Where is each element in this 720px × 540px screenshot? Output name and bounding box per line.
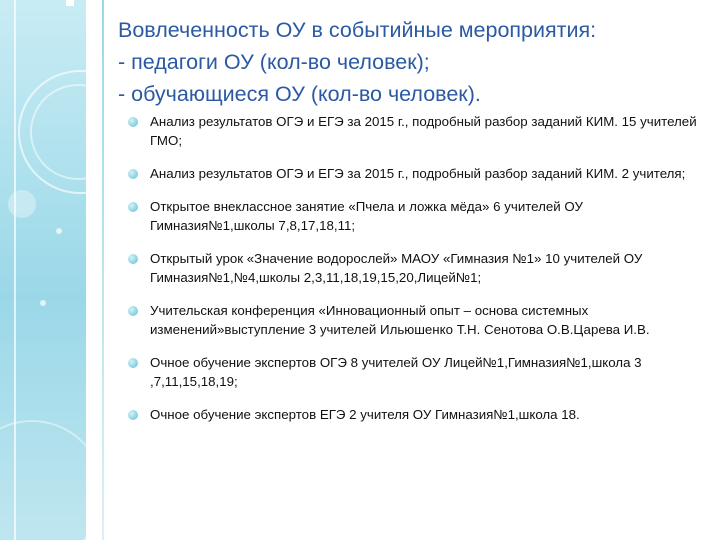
decorative-dot: [56, 228, 62, 234]
list-item: [128, 249, 708, 287]
decorative-dot: [40, 300, 46, 306]
list-item-text: Открытое внеклассное занятие «Пчела и ложка мёда» 6 учителей ОУ Гимназия№1,школы 7,8,17,18,11;: [150, 199, 583, 233]
list-item: [128, 164, 708, 183]
list-item: [128, 301, 708, 339]
bullet-icon: [128, 306, 138, 316]
list-item: [128, 353, 708, 391]
corner-mark: [66, 0, 74, 6]
bullet-icon: [128, 410, 138, 420]
title-line-1: Вовлеченность ОУ в событийные мероприятия:: [118, 18, 597, 42]
vertical-divider: [102, 0, 104, 540]
bullet-icon: [128, 202, 138, 212]
bullet-icon: [128, 358, 138, 368]
bullet-icon: [128, 117, 138, 127]
list-item-text: Анализ результатов ОГЭ и ЕГЭ за 2015 г., подробный разбор заданий КИМ. 15 учителей ГМО;: [150, 114, 697, 148]
list-item-text: Анализ результатов ОГЭ и ЕГЭ за 2015 г., подробный разбор заданий КИМ. 2 учителя;: [150, 166, 686, 181]
list-item-text: Очное обучение экспертов ЕГЭ 2 учителя ОУ Гимназия№1,школа 18.: [150, 407, 580, 422]
title-line-3: - обучающиеся ОУ (кол-во человек).: [118, 82, 481, 106]
bullet-list: [128, 112, 708, 438]
list-item: [128, 197, 708, 235]
list-item-text: Очное обучение экспертов ОГЭ 8 учителей ОУ Лицей№1,Гимназия№1,школа 3 ,7,11,15,18,19;: [150, 355, 642, 389]
title-line-2: - педагоги ОУ (кол-во человек);: [118, 50, 430, 74]
bullet-icon: [128, 254, 138, 264]
decorative-circle: [8, 190, 36, 218]
list-item-text: Открытый урок «Значение водорослей» МАОУ «Гимназия №1» 10 учителей ОУ Гимназия№1,№4,школы 2,3,11,18,19,15,20,Лицей№1;: [150, 251, 643, 285]
slide-title: [118, 14, 708, 110]
list-item: [128, 405, 708, 424]
list-item-text: Учительская конференция «Инновационный опыт – основа системных изменений»выступление 3 учителей Ильюшенко Т.Н. Сенотова О.В.Царева И.В.: [150, 303, 650, 337]
decorative-sidebar: [0, 0, 86, 540]
decorative-ring-bottom: [0, 420, 86, 540]
list-item: [128, 112, 708, 150]
bullet-icon: [128, 169, 138, 179]
